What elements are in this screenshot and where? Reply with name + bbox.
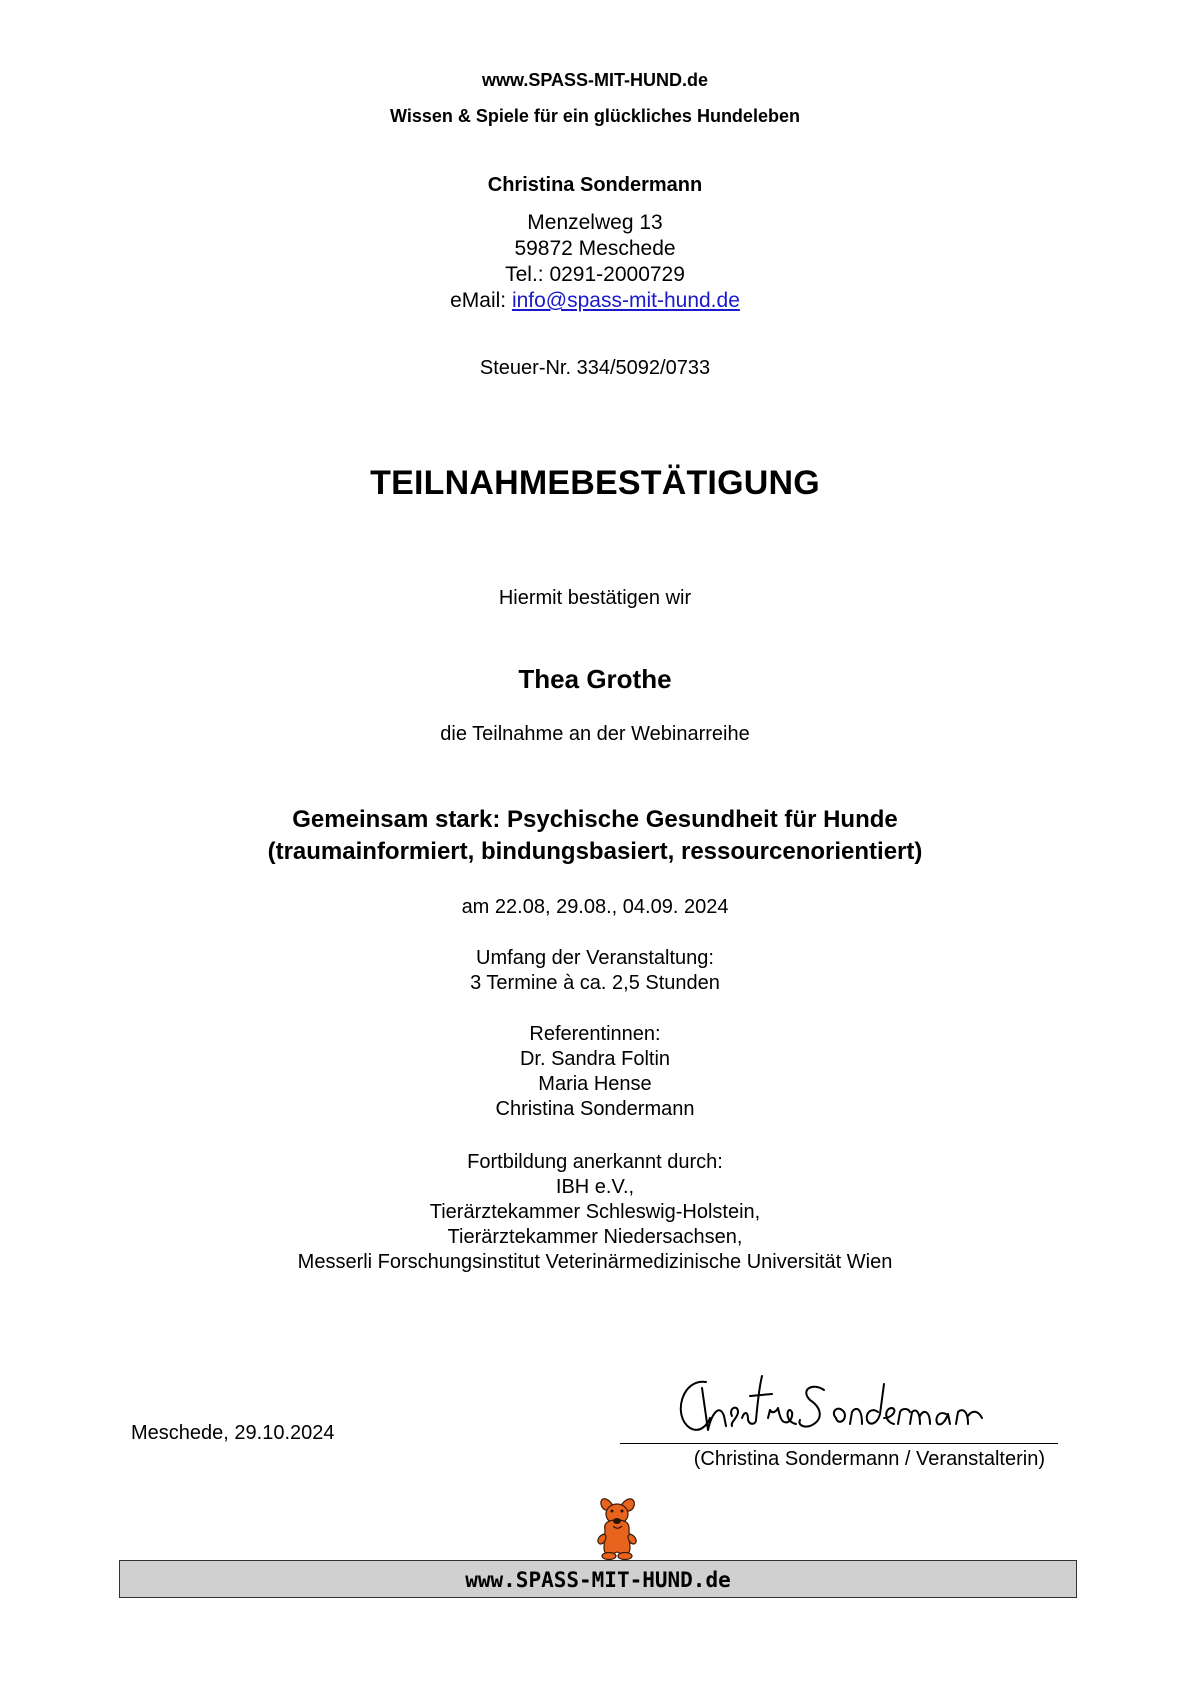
organizer-name: Christina Sondermann <box>487 174 703 196</box>
email-link[interactable]: info@spass-mit-hund.de <box>511 289 740 312</box>
recognition-label: Fortbildung anerkannt durch: <box>467 1151 723 1173</box>
place-date: Meschede, 29.10.2024 <box>131 1422 335 1444</box>
speakers-label: Referentinnen: <box>529 1023 661 1045</box>
participation-text: die Teilnahme an der Webinarreihe <box>440 723 750 745</box>
header-tagline: Wissen & Spiele für ein glückliches Hundeleben <box>390 106 800 126</box>
recognition-item: Tierärztekammer Schleswig-Holstein, <box>429 1201 761 1223</box>
dog-mascot-icon <box>592 1494 642 1562</box>
handwritten-signature <box>672 1368 992 1438</box>
signature-line <box>620 1443 1058 1444</box>
scope-value: 3 Termine à ca. 2,5 Stunden <box>470 972 720 994</box>
speaker-item: Maria Hense <box>538 1073 652 1095</box>
course-dates: am 22.08, 29.08., 04.09. 2024 <box>461 896 729 918</box>
document-title: TEILNAHMEBESTÄTIGUNG <box>370 464 820 502</box>
tax-number: Steuer-Nr. 334/5092/0733 <box>479 357 711 379</box>
scope-block <box>0 946 1190 996</box>
signer-caption: (Christina Sondermann / Veranstalterin) <box>693 1448 1045 1470</box>
scope-label: Umfang der Veranstaltung: <box>476 947 714 969</box>
organizer-city: 59872 Meschede <box>514 237 676 260</box>
organizer-phone: Tel.: 0291-2000729 <box>505 263 685 286</box>
recognition-item: IBH e.V., <box>555 1176 635 1198</box>
recognition-item: Messerli Forschungsinstitut Veterinärmedizinische Universität Wien <box>297 1251 893 1273</box>
speakers-block <box>0 1022 1190 1122</box>
footer-site: www.SPASS-MIT-HUND.de <box>465 1568 731 1592</box>
course-title-line1: Gemeinsam stark: Psychische Gesundheit für Hunde <box>292 806 898 833</box>
organizer-email-line <box>0 288 1190 314</box>
footer-bar <box>119 1560 1077 1598</box>
course-title-line2: (traumainformiert, bindungsbasiert, ressourcenorientiert) <box>267 838 923 865</box>
organizer-street: Menzelweg 13 <box>527 211 663 234</box>
recognition-item: Tierärztekammer Niedersachsen, <box>447 1226 743 1248</box>
intro-text: Hiermit bestätigen wir <box>498 587 692 609</box>
header-site: www.SPASS-MIT-HUND.de <box>481 70 708 90</box>
recognition-block <box>0 1150 1190 1275</box>
speaker-item: Dr. Sandra Foltin <box>519 1048 671 1070</box>
participant-name: Thea Grothe <box>518 664 672 694</box>
speaker-item: Christina Sondermann <box>495 1098 695 1120</box>
email-label: eMail: <box>450 289 512 312</box>
